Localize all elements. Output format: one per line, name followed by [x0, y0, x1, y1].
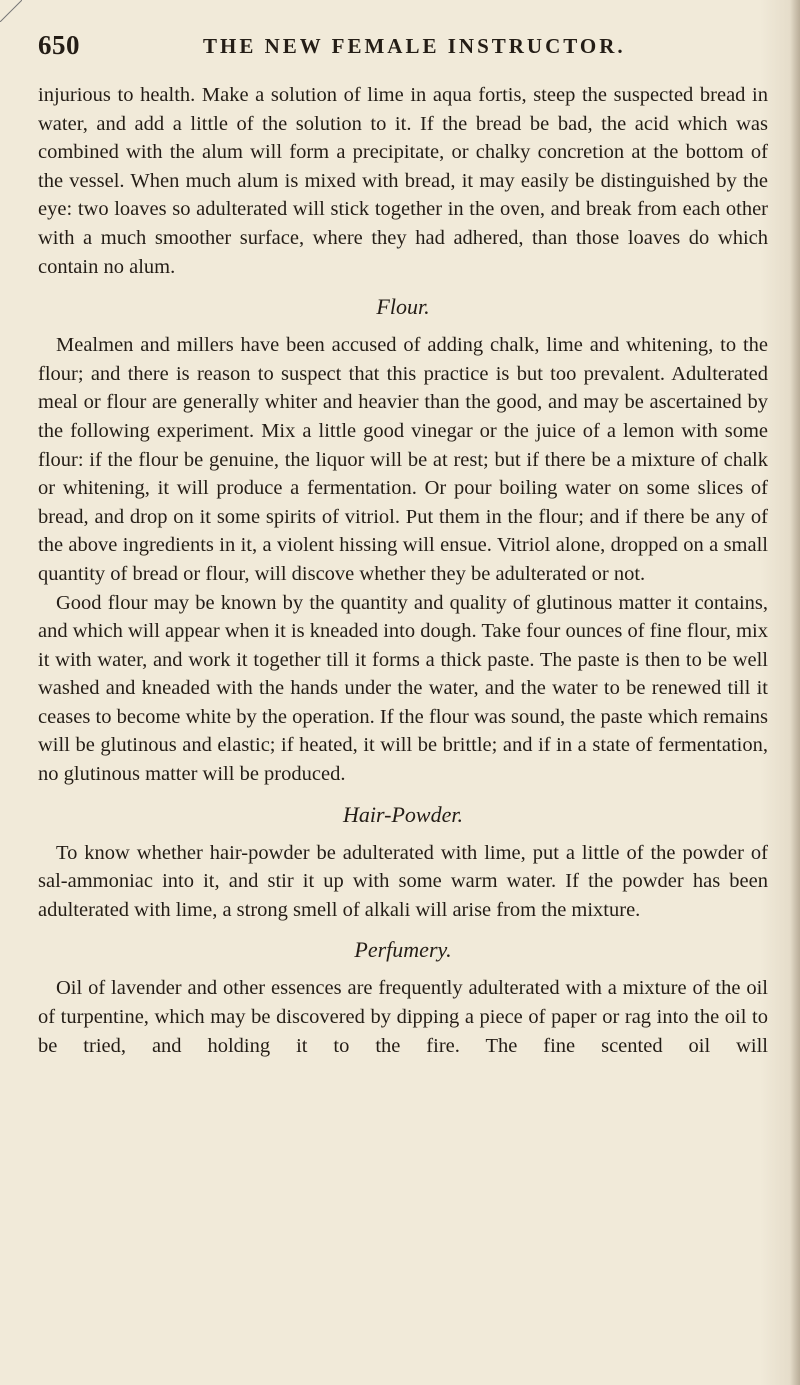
perfumery-paragraph: Oil of lavender and other essences are frequently adulterated with a mixture of the oil of turpentine, which may be discovered by dipping a piece of paper or rag into the oil to be tried, and holding it to the fire. The fine scented oil will — [38, 977, 768, 1057]
page-corner-fold-mark — [0, 0, 22, 22]
page-number: 650 — [38, 30, 80, 60]
section-heading-flour: Flour. — [376, 294, 430, 320]
section-heading-hair-powder: Hair-Powder. — [343, 801, 463, 827]
page-edge-shadow — [790, 0, 800, 1385]
page-header — [38, 30, 758, 70]
hair-powder-paragraph: To know whether hair-powder be adulterated with lime, put a little of the powder of sal-ammoniac into it, and stir it up with some warm water. If the powder has been adulterated with lime, a strong smell of alkali will arise from the mixture. — [38, 841, 768, 921]
running-title: THE NEW FEMALE INSTRUCTOR. — [203, 34, 626, 58]
intro-paragraph: injurious to health. Make a solution of lime in aqua fortis, steep the suspected bread in water, and add a little of the solution to it. If the bread be bad, the acid which was combined with the alum will form a precipitate, or chalky concretion at the bottom of the vessel. When much alum is mixed with bread, it may easily be distinguished by the eye: two loaves so adulterated will stick together in the oven, and break from each other with a much smoother surface, where they had adhered, than those loaves do which contain no alum. — [38, 84, 768, 278]
flour-paragraph-1: Mealmen and millers have been accused of adding chalk, lime and whitening, to the flour; and there is reason to suspect that this practice is but too prevalent. Adulterated meal or flour are generally whiter and heavier than the good, and may be ascertained by the following experiment. Mix a little good vinegar or the juice of a lemon with some flour: if the flour be genuine, the liquor will be at rest; but if there be a mixture of chalk or whitening, it will produce a fermentation. Or pour boiling water on some slices of bread, and drop on it some spirits of vitriol. Put them in the flour; and if there be any of the above ingredients in it, a violent hissing will ensue. Vitriol alone, dropped on a small quantity of bread or flour, will discove whether they be adulterated or not. — [38, 334, 768, 585]
flour-paragraph-2: Good flour may be known by the quantity and quality of glutinous matter it contains, and which will appear when it is kneaded into dough. Take four ounces of fine flour, mix it with water, and work it together till it forms a thick paste. The paste is then to be well washed and kneaded with the hands under the water, and the water to be renewed till it ceases to become white by the operation. If the flour was sound, the paste which remains will be glutinous and elastic; if heated, it will be brittle; and if in a state of fermentation, no glutinous matter will be produced. — [38, 591, 768, 786]
section-heading-perfumery: Perfumery. — [354, 937, 452, 963]
page-body — [38, 81, 768, 1060]
